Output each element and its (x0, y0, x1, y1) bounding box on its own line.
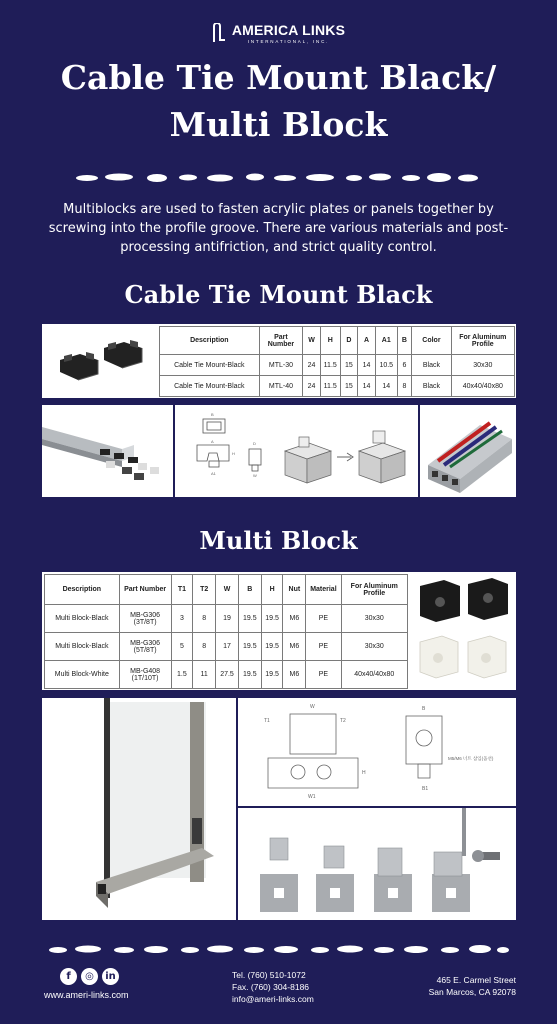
cable-tie-wires-illustration (420, 405, 516, 497)
multi-block-spec-table (44, 574, 408, 689)
fax-number: Fax. (760) 304-8186 (232, 982, 310, 992)
drawing-label-w: W (253, 473, 257, 478)
table-cell: 19.5 (261, 661, 283, 689)
section-title-multi-block: Multi Block (199, 526, 358, 555)
cable-tie-drawing-illustration (175, 405, 418, 497)
col-header: A (358, 327, 376, 355)
table-cell: 3 (171, 605, 193, 633)
table-header-row (160, 327, 515, 355)
cable-tie-profile-with-wires-photo (420, 405, 516, 497)
drawing-label-b: B (211, 412, 214, 417)
col-header: H (261, 575, 283, 605)
multi-block-product-image (414, 576, 514, 686)
drawing-label-w1: W1 (308, 794, 316, 800)
table-header-row (45, 575, 408, 605)
table-cell: Cable Tie Mount-Black (160, 355, 260, 376)
col-header: B (397, 327, 412, 355)
col-header: Description (45, 575, 120, 605)
table-cell: 8 (193, 633, 216, 661)
brush-divider-top (75, 171, 480, 185)
glass-panel-illustration (42, 698, 236, 920)
table-cell (119, 661, 171, 689)
col-header: Color (412, 327, 451, 355)
table-cell: 11 (193, 661, 216, 689)
table-cell: 17 (216, 633, 239, 661)
col-header: T2 (193, 575, 216, 605)
table-row (160, 376, 515, 397)
brand-name: AMERICA LINKS (231, 22, 346, 38)
website-link[interactable]: www.ameri-links.com (44, 990, 129, 1000)
table-cell: 19 (216, 605, 239, 633)
table-cell: 30x30 (341, 633, 407, 661)
table-cell: Multi Block-Black (45, 605, 120, 633)
phone-number: Tel. (760) 510-1072 (232, 970, 306, 980)
table-cell: 1.5 (171, 661, 193, 689)
drawing-label-t2: T2 (340, 718, 346, 724)
page-title (20, 54, 537, 148)
table-cell: Cable Tie Mount-Black (160, 376, 260, 397)
email-link[interactable]: info@ameri-links.com (232, 994, 314, 1004)
table-cell: 6 (397, 355, 412, 376)
col-header: Nut (283, 575, 306, 605)
brush-divider-bottom (48, 943, 510, 957)
assembly-steps-illustration (238, 808, 516, 920)
drawing-label-d: D (253, 441, 256, 446)
col-header: T1 (171, 575, 193, 605)
multi-block-assembly-steps (238, 808, 516, 920)
drawing-note-nut: M5/M6 너트 삽입(옵션) (448, 756, 494, 761)
table-cell: 15 (340, 355, 358, 376)
col-header: Part Number (259, 327, 303, 355)
brand-subtitle: INTERNATIONAL, INC. (247, 39, 330, 44)
address-line-1: 465 E. Carmel Street (436, 975, 516, 985)
table-cell: 14 (358, 355, 376, 376)
section-title-cable-tie: Cable Tie Mount Black (124, 280, 433, 309)
table-cell: 14 (375, 376, 397, 397)
table-cell: 30x30 (341, 605, 407, 633)
drawing-label-b1: B1 (422, 786, 429, 792)
table-cell: MTL-40 (259, 376, 303, 397)
col-header: H (320, 327, 340, 355)
facebook-icon[interactable]: f (60, 968, 77, 985)
cable-tie-installed-photo (42, 405, 173, 497)
intro-paragraph: Multiblocks are used to fasten acrylic plates or panels together by screwing into the profile groove. There are various materials and post-processing antifriction, and strict quality control. (48, 202, 509, 255)
table-cell (119, 605, 171, 633)
drawing-label-h: H (232, 451, 235, 456)
cable-tie-spec-table (159, 326, 515, 397)
col-header: W (303, 327, 321, 355)
instagram-icon[interactable]: ◎ (81, 968, 98, 985)
col-header: Material (306, 575, 341, 605)
table-row (45, 661, 408, 689)
table-cell: Multi Block-White (45, 661, 120, 689)
cable-tie-technical-drawing (175, 405, 418, 497)
table-cell: M6 (283, 633, 306, 661)
drawing-label-h: H (362, 770, 366, 776)
table-cell: PE (306, 661, 341, 689)
part-variant: (3T/8T) (133, 618, 157, 626)
part-variant: (1T/10T) (131, 674, 159, 682)
footer-contact (232, 969, 314, 1005)
table-cell: 10.5 (375, 355, 397, 376)
linkedin-icon[interactable]: in (102, 968, 119, 985)
table-cell: Black (412, 376, 451, 397)
cable-tie-spec-panel (42, 324, 516, 398)
table-cell: 27.5 (216, 661, 239, 689)
table-cell: 15 (340, 376, 358, 397)
table-cell: Black (412, 355, 451, 376)
table-cell: 19.5 (238, 661, 261, 689)
social-links (60, 968, 129, 985)
cable-tie-installed-illustration (42, 405, 173, 497)
table-cell: 11.5 (320, 355, 340, 376)
glass-panel-photo (42, 698, 236, 920)
cable-tie-image-strip (42, 405, 516, 497)
table-cell: 8 (193, 605, 216, 633)
cable-tie-mount-product-image (50, 332, 152, 392)
table-cell: M6 (283, 661, 306, 689)
table-cell: 24 (303, 376, 321, 397)
footer-left (44, 968, 129, 1000)
address-line-2: San Marcos, CA 92078 (428, 987, 516, 997)
table-cell: 19.5 (238, 633, 261, 661)
col-header: Description (160, 327, 260, 355)
part-variant: (5T/8T) (133, 646, 157, 654)
col-header: A1 (375, 327, 397, 355)
table-cell: 24 (303, 355, 321, 376)
footer-address (429, 974, 516, 998)
part-number: MB-G306 (130, 611, 161, 619)
multi-block-spec-panel (42, 572, 516, 690)
col-header: For Aluminum Profile (451, 327, 514, 355)
table-cell (119, 633, 171, 661)
table-cell: 19.5 (238, 605, 261, 633)
part-number: MB-G306 (130, 639, 161, 647)
col-header: Part Number (119, 575, 171, 605)
col-header: W (216, 575, 239, 605)
title-line-2: Multi Block (169, 105, 388, 144)
drawing-label-w: W (310, 704, 315, 710)
table-cell: MTL-30 (259, 355, 303, 376)
col-header: For Aluminum Profile (341, 575, 407, 605)
table-cell: 40x40/40x80 (451, 376, 514, 397)
brand-logo (0, 22, 557, 44)
table-cell: 14 (358, 376, 376, 397)
table-cell: 40x40/40x80 (341, 661, 407, 689)
drawing-label-a: A (211, 439, 214, 444)
table-row (160, 355, 515, 376)
drawing-label-b: B (422, 706, 426, 712)
table-cell: 5 (171, 633, 193, 661)
table-row (45, 633, 408, 661)
table-row (45, 605, 408, 633)
col-header: D (340, 327, 358, 355)
table-cell: 30x30 (451, 355, 514, 376)
table-cell: PE (306, 605, 341, 633)
col-header: B (238, 575, 261, 605)
title-line-1: Cable Tie Mount Black/ (60, 58, 497, 97)
table-cell: 19.5 (261, 605, 283, 633)
table-cell: PE (306, 633, 341, 661)
table-cell: M6 (283, 605, 306, 633)
table-cell: 11.5 (320, 376, 340, 397)
multi-block-technical-drawing (238, 698, 516, 806)
part-number: MB-G408 (130, 667, 161, 675)
multi-block-drawing-illustration (238, 698, 516, 806)
logo-mark-icon (212, 23, 226, 43)
table-cell: Multi Block-Black (45, 633, 120, 661)
table-cell: 19.5 (261, 633, 283, 661)
multi-block-image-grid (42, 698, 516, 920)
drawing-label-a1: A1 (211, 471, 216, 476)
table-cell: 8 (397, 376, 412, 397)
drawing-label-t1: T1 (264, 718, 270, 724)
